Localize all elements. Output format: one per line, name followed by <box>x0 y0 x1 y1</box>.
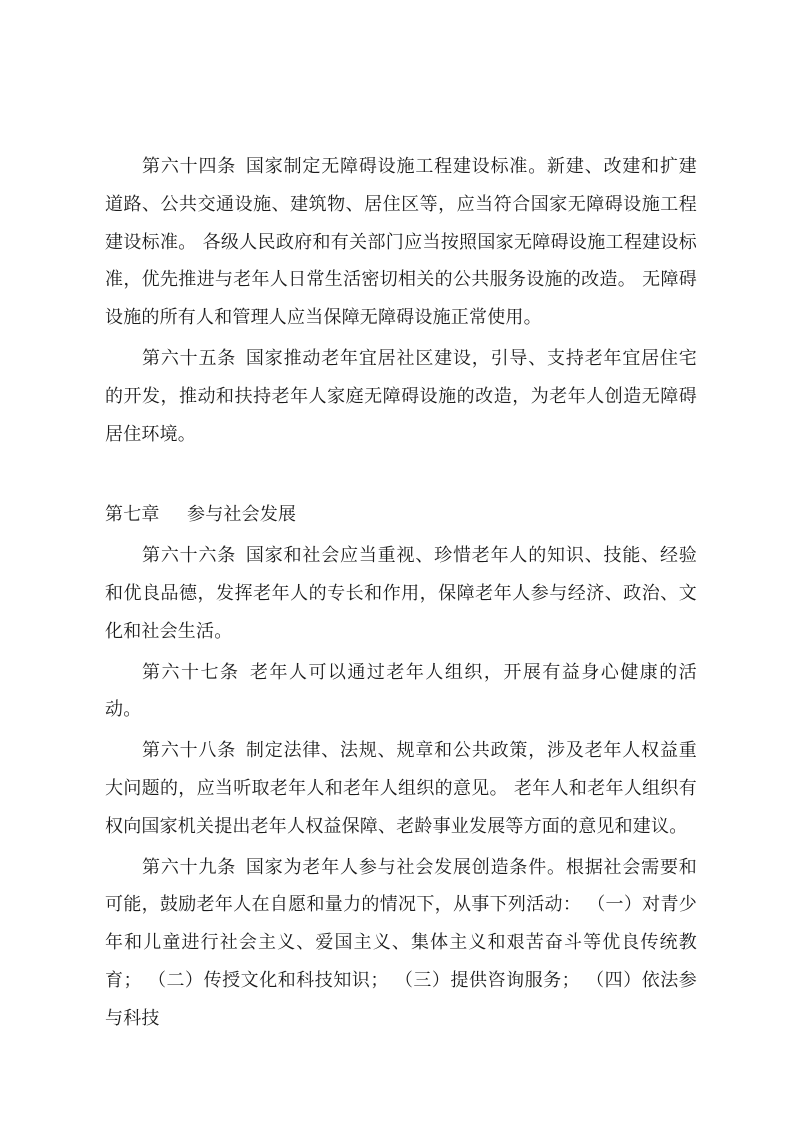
article-text: 国家推动老年宜居社区建设，引导、支持老年宜居住宅的开发，推动和扶持老年人家庭无障碍设施的改造，为老年人创造无障碍居住环境。 <box>105 347 697 445</box>
article-number: 第六十九条 <box>142 856 237 878</box>
article-text: 国家为老年人参与社会发展创造条件。根据社会需要和可能，鼓励老年人在自愿和量力的情况下，从事下列活动： （一）对青少年和儿童进行社会主义、爱国主义、集体主义和艰苦奋斗等优良传统教育； （二）传授文化和科技知识； （三）提供咨询服务； （四）依法参与科技 <box>105 856 697 1029</box>
article-text: 国家制定无障碍设施工程建设标准。新建、改建和扩建道路、公共交通设施、建筑物、居住区等，应当符合国家无障碍设施工程建设标准。 各级人民政府和有关部门应当按照国家无障碍设施工程建设标准，优先推进与老年人日常生活密切相关的公共服务设施的改造。 无障碍设施的所有人和管理人应当保障无障碍设施正常使用。 <box>105 156 697 329</box>
article-text: 国家和社会应当重视、珍惜老年人的知识、技能、经验和优良品德，发挥老年人的专长和作用，保障老年人参与经济、政治、文化和社会生活。 <box>105 545 697 642</box>
chapter-heading <box>105 496 697 534</box>
article-65 <box>105 340 697 453</box>
article-64 <box>105 148 697 337</box>
chapter-title: 参与社会发展 <box>187 504 297 526</box>
document-page <box>105 148 697 1038</box>
article-67 <box>105 654 697 730</box>
article-text: 制定法律、法规、规章和公共政策，涉及老年人权益重大问题的，应当听取老年人和老年人组织的意见。 老年人和老年人组织有权向国家机关提出老年人权益保障、老龄事业发展等方面的意见和建议。 <box>105 740 697 837</box>
article-number: 第六十四条 <box>142 156 237 177</box>
article-text: 老年人可以通过老年人组织，开展有益身心健康的活动。 <box>105 661 697 721</box>
article-number: 第六十七条 <box>142 661 240 683</box>
article-number: 第六十五条 <box>142 347 237 369</box>
article-68 <box>105 732 697 845</box>
article-69 <box>105 849 697 1038</box>
article-number: 第六十八条 <box>142 740 237 762</box>
chapter-number: 第七章 <box>105 504 160 526</box>
article-number: 第六十六条 <box>142 545 237 567</box>
article-66 <box>105 537 697 650</box>
